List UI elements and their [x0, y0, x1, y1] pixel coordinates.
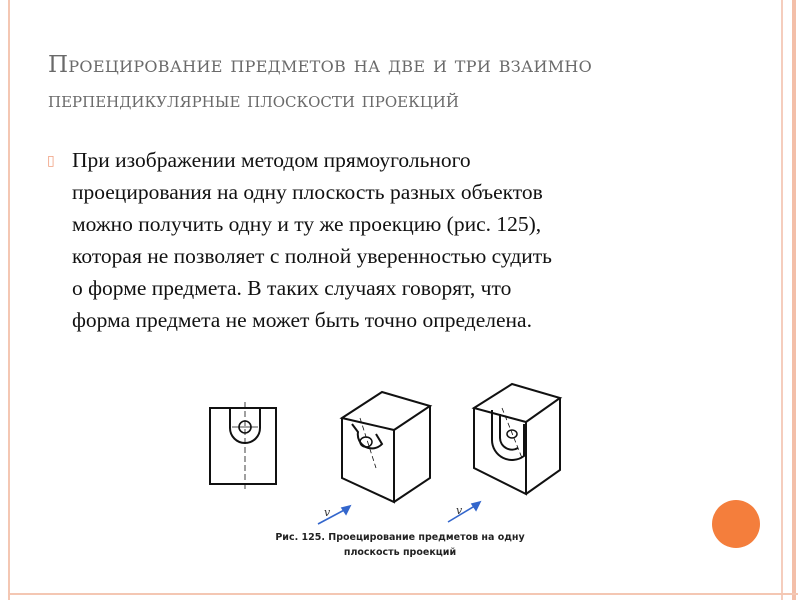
block-2-drawing — [474, 384, 560, 494]
front-projection-drawing — [210, 402, 276, 490]
bullet-icon: ▯ — [47, 153, 55, 169]
figure-caption-line-1: Рис. 125. Проецирование предметов на одну — [275, 532, 525, 543]
frame-line-right-inner — [781, 0, 783, 600]
slide-title-line-2: перпендикулярные плоскости проекций — [48, 87, 459, 112]
view-label-1: v — [324, 506, 331, 519]
figure-caption — [250, 530, 550, 560]
bullet-paragraph: При изображении методом прямоугольного проецирования на одну плоскость разных объектов можно получить одну и ту же проекцию (рис. 125), которая не позволяет с полной уверенностью судить о форме предмета. В таких случаях говорят, что форма предмета не может быть точно определена. — [72, 148, 552, 332]
frame-line-left — [8, 0, 10, 600]
figure-caption-line-2: плоскость проекций — [343, 547, 457, 558]
accent-dot — [712, 500, 760, 548]
slide-title — [48, 48, 748, 116]
slide-title-line-1: Проецирование предметов на две и три взаимно — [48, 52, 593, 78]
frame-line-bottom — [8, 593, 798, 595]
view-label-2: v — [456, 504, 463, 517]
frame-line-right-outer — [792, 0, 796, 600]
block-1-drawing — [342, 392, 430, 502]
